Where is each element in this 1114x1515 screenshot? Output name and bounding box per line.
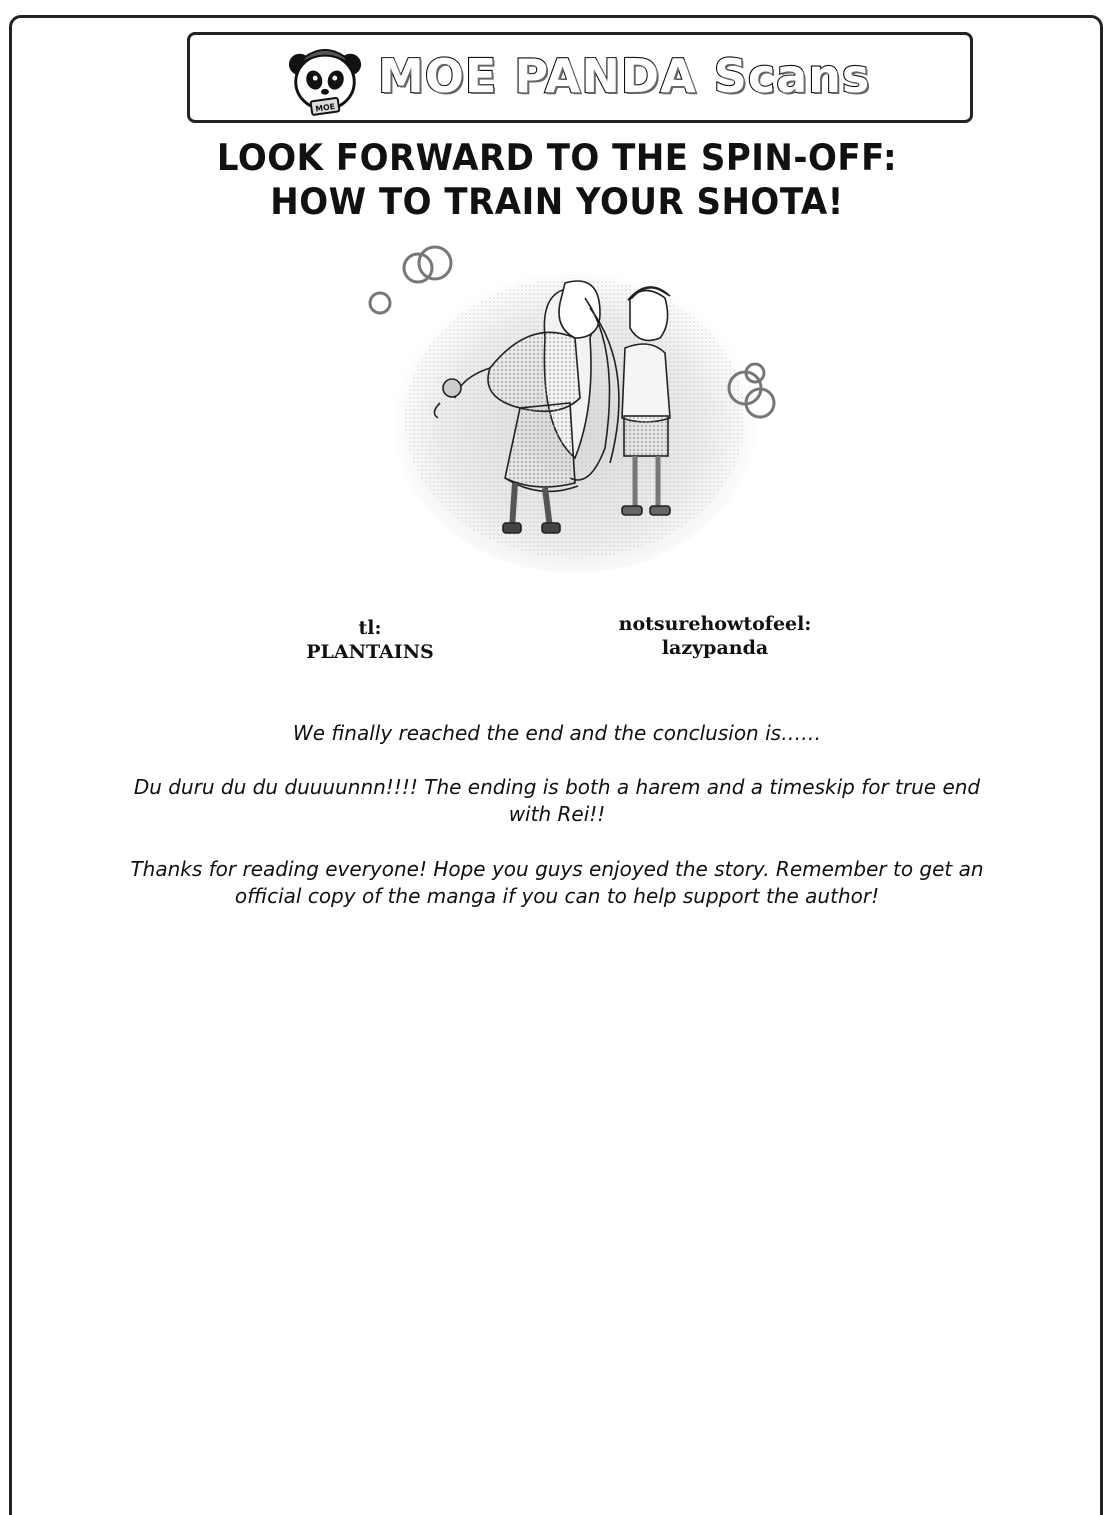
credit-translator bbox=[270, 616, 470, 664]
headline-line-1: LOOK FORWARD TO THE SPIN-OFF: bbox=[216, 136, 898, 180]
note-paragraph-3: Thanks for reading everyone! Hope you guys enjoyed the story. Remember to get an official copy of the manga if you can to help support the author! bbox=[130, 857, 984, 908]
panda-face-icon bbox=[286, 43, 364, 121]
headline-line-2: HOW TO TRAIN YOUR SHOTA! bbox=[270, 180, 844, 224]
note-paragraph-1: We finally reached the end and the conclusion is…… bbox=[292, 721, 822, 745]
credit-name: lazypanda bbox=[661, 637, 769, 659]
note-paragraph-2: Du duru du du duuuunnn!!!! The ending is both a harem and a timeskip for true end with Rei!! bbox=[133, 775, 981, 826]
logo-title: MOE PANDA Scans bbox=[378, 49, 871, 103]
manga-illustration bbox=[360, 228, 790, 578]
credit-name: PLANTAINS bbox=[306, 641, 434, 663]
credit-second bbox=[570, 612, 860, 660]
svg-text:MOE: MOE bbox=[314, 101, 336, 114]
credit-role: tl: bbox=[358, 617, 382, 639]
scanlator-logo-banner bbox=[187, 32, 973, 123]
credit-role: notsurehowtofeel: bbox=[618, 613, 812, 635]
